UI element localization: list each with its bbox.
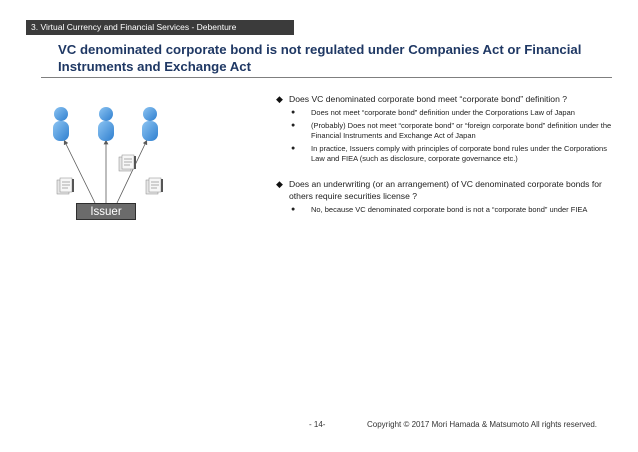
bullet-dot-icon: ●: [291, 122, 296, 129]
list-item: [289, 205, 616, 215]
arrow-to-investor-1: [65, 142, 95, 203]
answer-text: No, because VC denominated corporate bond is not a “corporate bond” under FIEA: [311, 205, 588, 214]
arrow-to-investor-3: [117, 142, 146, 203]
question-1-text: Does VC denominated corporate bond meet “corporate bond” definition ?: [289, 94, 568, 104]
question-1: [276, 93, 616, 164]
answer-text: Does not meet “corporate bond” definition under the Corporations Law of Japan: [311, 108, 575, 117]
list-item: [289, 144, 616, 164]
document-icon: [119, 155, 136, 171]
copyright-text: Copyright © 2017 Mori Hamada & Matsumoto All rights reserved.: [367, 420, 597, 429]
title-divider: [41, 77, 612, 78]
page-number: - 14-: [309, 420, 326, 429]
question-2: [276, 178, 616, 215]
person-icon: [53, 107, 69, 141]
diamond-bullet-icon: ◆: [276, 179, 283, 189]
person-icon: [98, 107, 114, 141]
question-1-answers: [289, 108, 616, 164]
bullet-dot-icon: ●: [291, 145, 296, 152]
question-2-text: Does an underwriting (or an arrangement) of VC denominated corporate bonds for others require securities license ?: [289, 179, 602, 201]
bullet-dot-icon: ●: [291, 206, 296, 213]
answer-text: (Probably) Does not meet “corporate bond” or “foreign corporate bond” definition under the Financial Instruments and Exchange Act of Japan: [311, 121, 612, 140]
person-icon: [142, 107, 158, 141]
bullet-dot-icon: ●: [291, 109, 296, 116]
answer-text: In practice, Issuers comply with principles of corporate bond rules under the Corporations Law and FIEA (such as disclosure, corporate governance etc.): [311, 144, 607, 163]
page-title: VC denominated corporate bond is not regulated under Companies Act or Financial Instruments and Exchange Act: [58, 42, 582, 74]
diamond-bullet-icon: ◆: [276, 94, 283, 104]
document-icon: [146, 178, 163, 194]
document-icon: [57, 178, 74, 194]
list-item: [289, 121, 616, 141]
issuer-box: Issuer: [76, 203, 136, 220]
list-item: [289, 108, 616, 118]
question-2-answers: [289, 205, 616, 215]
section-tag: 3. Virtual Currency and Financial Services - Debenture: [26, 20, 294, 35]
qa-content: [276, 93, 616, 218]
